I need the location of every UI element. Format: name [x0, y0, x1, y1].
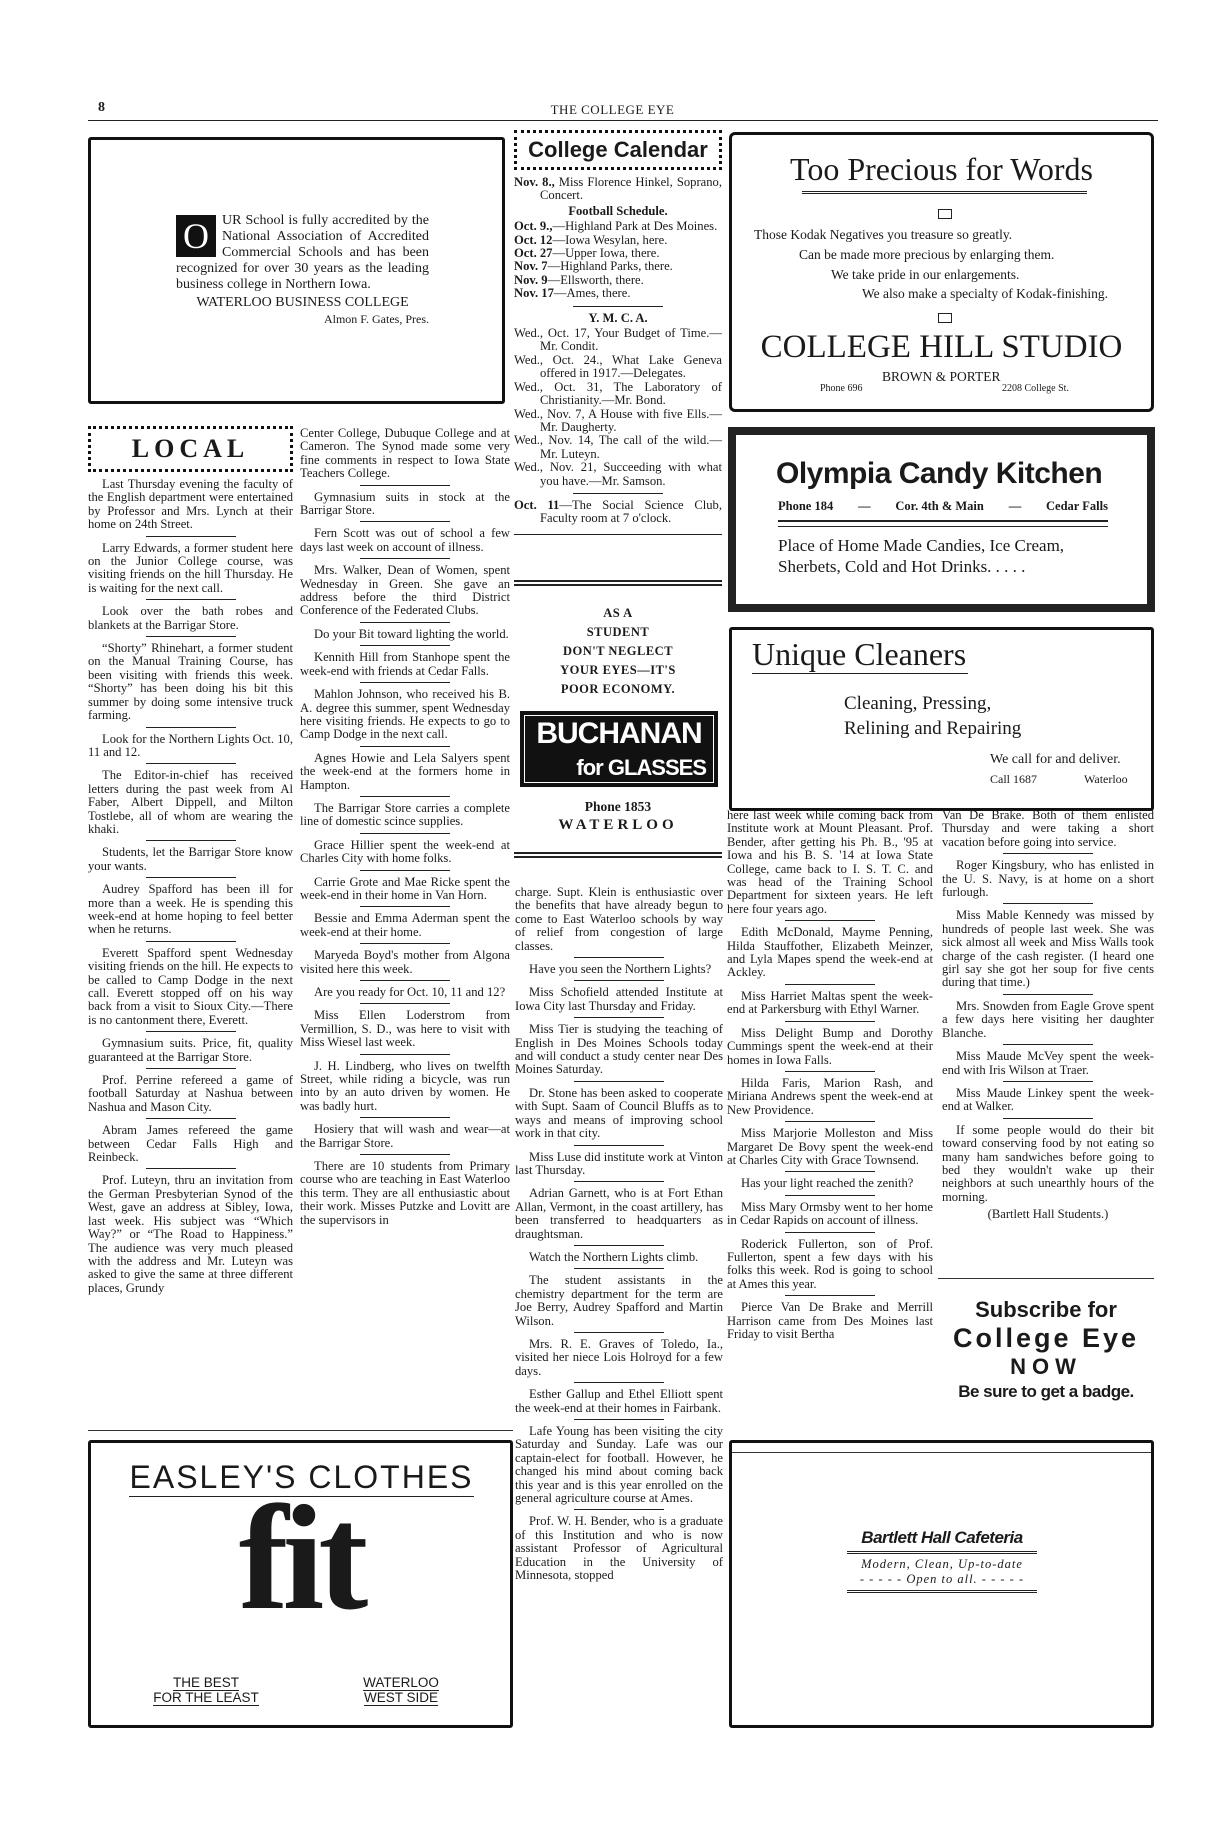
college-hill-studio-ad [729, 132, 1154, 412]
studio-phone: Phone 696 [820, 383, 863, 394]
calendar-event: —The Social Science Club, Faculty room at 7 o'clock. [540, 497, 722, 526]
divider [574, 1145, 664, 1146]
olympia-phone: Phone 184 [778, 499, 834, 513]
calendar-date: Oct. 9., [514, 219, 553, 234]
news-item: Pierce Van De Brake and Merrill Harrison came from Des Moines last Friday to visit Bertha [727, 1300, 933, 1341]
signature: Almon F. Gates, Pres. [323, 312, 429, 326]
brand-subtitle: for GLASSES [576, 755, 706, 780]
news-item: Miss Delight Bump and Dorothy Cummings spent the week-end at their homes in Iowa Falls. [727, 1025, 933, 1067]
news-item: Miss Ellen Loderstrom from Vermillion, S. D., was here to visit with Miss Wiesel last week. [300, 1008, 510, 1050]
news-item: Hilda Faris, Marion Rash, and Miriana Andrews spent the week-end at New Providence. [727, 1075, 933, 1117]
ad-line: Those Kodak Negatives you treasure so greatly. [754, 227, 1013, 242]
ymca-heading: Y. M. C. A. [588, 310, 648, 325]
local-column-4 [727, 809, 933, 1345]
calendar-date: Nov. 9 [514, 272, 548, 287]
news-item: Miss Luse did institute work at Vinton last Thursday. [515, 1149, 723, 1177]
olympia-candy-kitchen-ad: Olympia Candy Kitchen Phone 184 — Cor. 4th & Main — Cedar Falls Place of Home Made Candies, Ice Cream, Sherbets, Cold and Hot Drinks. . . . . [729, 428, 1154, 611]
local-column-5 [942, 809, 1154, 1222]
ad-line: POOR ECONOMY. [560, 682, 676, 696]
divider [785, 1195, 875, 1196]
divider [146, 877, 236, 878]
divider [360, 682, 450, 683]
divider [574, 1017, 664, 1018]
news-item: Bessie and Emma Aderman spent the week-end at their home. [300, 911, 510, 939]
news-item: Mahlon Johnson, who received his B. A. degree this summer, spent Wednesday here visiting friends. He expects to go to Camp Dodge in the next call. [300, 687, 510, 742]
drop-cap-o: O [176, 215, 216, 257]
divider [146, 1168, 236, 1169]
football-game [514, 260, 722, 273]
news-item: Esther Gallup and Ethel Elliott spent the week-end at their homes in Fairbank. [515, 1387, 723, 1415]
news-item: Miss Mable Kennedy was missed by hundreds of people last week. She was sick almost all week and Miss Walls took charge of the cash register. (I heard one girl say she got her soup for five cents during that time.) [942, 908, 1154, 990]
divider [574, 980, 664, 981]
signoff: (Bartlett Hall Students.) [987, 1207, 1109, 1222]
news-item: Miss Marjorie Molleston and Miss Margaret De Bovy spent the week-end at Charles City with Grace Townsend. [727, 1126, 933, 1167]
ad-line: AS A [603, 606, 633, 620]
news-item: The Barrigar Store carries a complete line of domestic scince supplies. [300, 800, 510, 829]
page-number: 8 [98, 100, 105, 115]
divider [785, 1171, 875, 1172]
divider [360, 1003, 450, 1004]
divider [146, 1118, 236, 1119]
news-item: Kennith Hill from Stanhope spent the week-end with friends at Cedar Falls. [300, 650, 510, 678]
subscribe-line: NOW [1010, 1354, 1082, 1379]
news-item: Larry Edwards, a former student here on the Junior College course, was visiting friends on the hill Thursday. He is waiting for the next call. [88, 540, 293, 595]
news-item: Prof. Luteyn, thru an invitation from the German Presbyterian Synod of the West, gave an address at Sibley, Iowa, last week. His subject was “Which Way?” or “The Road to Happiness.” The audience was very much pleased with the address and Mr. Luteyn was asked to give the same at three different places, Grundy [88, 1173, 293, 1295]
calendar-date: Oct. 27 [514, 246, 553, 261]
divider [360, 1117, 450, 1118]
news-item: Miss Maude Linkey spent the week-end at Walker. [942, 1085, 1154, 1114]
news-item: Audrey Spafford has been ill for more than a week. He is spending this week-end at home hoping to feel better when he returns. [88, 882, 293, 937]
studio-owners: BROWN & PORTER [882, 369, 1001, 384]
buchanan-city: WATERLOO [558, 817, 678, 833]
cleaners-phone: Call 1687 [990, 772, 1037, 786]
news-item: Miss Mary Ormsby went to her home in Cedar Rapids on account of illness. [727, 1199, 933, 1228]
college-name: WATERLOO BUSINESS COLLEGE [196, 295, 409, 310]
news-item: There are 10 students from Primary course who are teaching in East Waterloo this term. They are all enthusiastic about their work. Misses Putzke and Lovitt are the supervisors in [300, 1159, 510, 1227]
news-item: Miss Schofield attended Institute at Iowa City last Thursday and Friday. [515, 985, 723, 1013]
local-column-1 [88, 426, 293, 1299]
news-item: Prof. W. H. Bender, who is a graduate of this Institution and who is now assistant Professor of Agricultural Education in the University of Minnesota, stopped [515, 1514, 723, 1583]
calendar-date: Nov. 7 [514, 259, 548, 274]
ymca-event: Wed., Oct. 31, The Laboratory of Christianity.—Mr. Bond. [514, 379, 722, 408]
divider [785, 984, 875, 985]
news-item: Agnes Howie and Lela Salyers spent the week-end at the formers home in Hampton. [300, 750, 510, 792]
news-item: Students, let the Barrigar Store know your wants. [88, 845, 293, 873]
calendar-event: —Highland Parks, there. [547, 259, 673, 274]
olympia-description: Place of Home Made Candies, Ice Cream, Sherbets, Cold and Hot Drinks. . . . . [778, 536, 1065, 576]
news-item: Gymnasium suits. Price, fit, quality guaranteed at the Barrigar Store. [88, 1036, 293, 1064]
news-item: Adrian Garnett, who is at Fort Ethan Allan, Vermont, in the coast artillery, has been transferred to headquarters as draughtsman. [515, 1186, 723, 1241]
divider [360, 485, 450, 486]
news-item: Miss Harriet Maltas spent the week-end at Parkersburg with Ethyl Warner. [727, 988, 933, 1017]
separator-icon [938, 313, 952, 323]
ad-line: Can be made more precious by enlarging them. [799, 247, 1055, 262]
news-item: J. H. Lindberg, who lives on twelfth Street, while riding a bicycle, was run into by an auto driven by women. He was badly hurt. [300, 1058, 510, 1113]
divider [785, 1121, 875, 1122]
news-item: Watch the Northern Lights climb. [529, 1249, 699, 1264]
subscribe-ad [938, 1278, 1154, 1449]
divider [360, 906, 450, 907]
calendar-event: —Ellsworth, there. [547, 272, 644, 287]
calendar-date: Oct. 12 [514, 232, 553, 247]
divider [146, 840, 236, 841]
calendar-event: —Iowa Wesylan, here. [552, 232, 668, 247]
news-item: Are you ready for Oct. 10, 11 and 12? [314, 985, 506, 999]
separator-icon [938, 209, 952, 219]
buchanan-logo [520, 711, 718, 787]
brand-name: BUCHANAN [536, 717, 702, 750]
ymca-event: Wed., Nov. 14, The call of the wild.—Mr. Luteyn. [514, 433, 722, 461]
news-item: Gymnasium suits in stock at the Barrigar Store. [300, 489, 510, 518]
ymca-event: Wed., Nov. 21, Succeeding with what you have.—Mr. Samson. [514, 460, 722, 488]
fit-logo: fit [238, 1475, 363, 1641]
divider [146, 941, 236, 942]
news-item: Mrs. Snowden from Eagle Grove spent a few days here visiting her daughter Blanche. [942, 998, 1154, 1040]
calendar-event: —Ames, there. [553, 286, 631, 301]
ymca-event: Wed., Nov. 7, A House with five Ells.—Mr. Daugherty. [514, 406, 722, 434]
divider [360, 980, 450, 981]
calendar-event: —Upper Iowa, there. [552, 246, 660, 261]
divider [146, 1031, 236, 1032]
football-game [514, 247, 722, 260]
news-item: Look for the Northern Lights Oct. 10, 11 and 12. [88, 731, 293, 759]
ad-line: YOUR EYES—IT'S [560, 663, 676, 677]
divider [360, 870, 450, 871]
ad-line: We also make a specialty of Kodak-finishing. [862, 286, 1108, 301]
divider [146, 763, 236, 764]
news-item: Prof. Perrine refereed a game of football Saturday at Nashua between Nashua and Mason City. [88, 1073, 293, 1114]
ad-line: DON'T NEGLECT [562, 644, 674, 658]
divider [785, 1071, 875, 1072]
divider [360, 746, 450, 747]
ad-headline: EASLEY'S CLOTHES [129, 1459, 474, 1495]
local-column-2 [300, 427, 510, 1231]
football-heading: Football Schedule. [568, 203, 668, 218]
news-item: Maryeda Boyd's mother from Algona visited here this week. [300, 948, 510, 976]
divider [360, 1054, 450, 1055]
ymca-event: Wed., Oct. 24., What Lake Geneva offered in 1917.—Delegates. [514, 352, 722, 381]
calendar-date: Oct. 11 [514, 497, 560, 512]
calendar-event: Miss Florence Hinkel, Soprano, Concert. [540, 175, 722, 203]
waterloo-business-college-ad [88, 137, 505, 404]
news-item: Center College, Dubuque College and at Cameron. The Synod made some very fine comments in respect to Iowa State Teachers College. [300, 426, 510, 481]
olympia-city: Cedar Falls [1046, 499, 1108, 513]
location-line: WEST SIDE [363, 1690, 438, 1705]
buchanan-phone: Phone 1853 [584, 799, 652, 814]
divider [360, 1154, 450, 1155]
news-item: The student assistants in the chemistry department for the term are Joe Berry, Audrey Spafford and Martin Wilson. [515, 1273, 723, 1328]
news-item: Miss Maude McVey spent the week-end with Iris Wilson at Traer. [942, 1049, 1154, 1077]
news-item: Mrs. Walker, Dean of Women, spent Wednesday in Green. She gave an address before the third District Conference of the Federated Clubs. [300, 563, 510, 618]
news-item: Roderick Fullerton, son of Prof. Fullerton, spent a few days with his folks this week. Rod is going to school at Ames this year. [727, 1236, 933, 1291]
news-item: Miss Tier is studying the teaching of English in Des Moines Schools today and will conduct a study center near Des Moines Saturday. [515, 1022, 723, 1077]
studio-address: 2208 College St. [1002, 383, 1069, 394]
ad-line: We take pride in our enlargements. [831, 267, 1020, 282]
ad-line: - - - - - Open to all. - - - - - [859, 1572, 1025, 1586]
news-item: Have you seen the Northern Lights? [529, 962, 712, 977]
news-item: Carrie Grote and Mae Ricke spent the week-end in their home in Van Horn. [300, 874, 510, 902]
calendar-date: Nov. 17 [514, 286, 554, 301]
divider [785, 1232, 875, 1233]
divider [574, 1509, 664, 1510]
divider [146, 599, 236, 600]
calendar-title: College Calendar [514, 130, 722, 170]
ymca-event: Wed., Oct. 17, Your Budget of Time.—Mr. Condit. [514, 326, 722, 354]
divider [360, 521, 450, 522]
news-item: Van De Brake. Both of them enlisted Thursday and were taking a short vacation before going into service. [942, 808, 1154, 849]
divider [574, 957, 664, 958]
divider [146, 636, 236, 637]
buchanan-glasses-ad [514, 580, 722, 870]
olympia-corner: Cor. 4th & Main [895, 499, 984, 513]
divider [785, 920, 875, 921]
news-item: Fern Scott was out of school a few days last week on account of illness. [300, 526, 510, 554]
divider [1003, 853, 1093, 854]
ad-headline: Bartlett Hall Cafeteria [861, 1528, 1023, 1547]
news-item: Roger Kingsbury, who has enlisted in the U. S. Navy, is at home on a short furlough. [942, 858, 1154, 900]
slogan-line: THE BEST [172, 1675, 239, 1690]
news-item: Everett Spafford spent Wednesday visiting friends on the hill. He expects to be called to Camp Dodge in the next call. Everett stopped off on his way back from a visit to Sioux City.—There is no cantonment there, Everett. [88, 945, 293, 1027]
slogan-line: FOR THE LEAST [153, 1690, 259, 1705]
studio-name: COLLEGE HILL STUDIO [760, 329, 1123, 365]
news-item: Has your light reached the zenith? [741, 1176, 914, 1191]
divider [360, 796, 450, 797]
subscribe-line: Subscribe for [975, 1297, 1117, 1322]
location-line: WATERLOO [363, 1675, 439, 1690]
news-item: Abram James refereed the game between Cedar Falls High and Reinbeck. [88, 1123, 293, 1165]
football-game [514, 274, 722, 287]
local-title: LOCAL [88, 426, 293, 472]
divider [146, 727, 236, 728]
subscribe-line: College Eye [952, 1323, 1140, 1353]
cleaners-city: Waterloo [1084, 772, 1128, 786]
news-item: Edith McDonald, Mayme Penning, Hilda Stauffother, Elizabeth Meinzer, and Lyla Mapes spend the week-end at Ackley. [727, 925, 933, 980]
news-item: here last week while coming back from Institute work at Mount Pleasant. Prof. Bender, after getting his Ph. B., '95 at Iowa and his B. S. '14 at Iowa State College, came back to I. S. T. C. and was head of the Training School Department for sixteen years. He left here four years ago. [727, 808, 933, 916]
divider [574, 1181, 664, 1182]
masthead: THE COLLEGE EYE [550, 102, 675, 117]
college-calendar [514, 130, 722, 535]
news-item: Grace Hillier spent the week-end at Charles City with home folks. [300, 837, 510, 866]
local-column-3 [515, 886, 723, 1586]
divider [574, 1332, 664, 1333]
ad-headline: Olympia Candy Kitchen [776, 457, 1103, 490]
ad-headline: Too Precious for Words [790, 151, 1093, 187]
news-item: The Editor-in-chief has received letters during the past week from Al Faber, Albert Dippell, and Milton Tostlebe, all of whom are wearing the khaki. [88, 768, 293, 836]
divider [360, 558, 450, 559]
bartlett-hall-cafeteria-ad [729, 1440, 1154, 1728]
football-game [514, 220, 722, 233]
ad-line: STUDENT [586, 625, 650, 639]
divider [1003, 994, 1093, 995]
divider [785, 1295, 875, 1296]
news-item: Lafe Young has been visiting the city Saturday and Sunday. Lafe was our captain-elect for football. However, he changed his mind about coming back this year and is this year enrolled on the general agriculture course at Ames. [515, 1424, 723, 1506]
divider [146, 1068, 236, 1069]
divider [574, 1382, 664, 1383]
news-item: Dr. Stone has been asked to cooperate with Supt. Saam of Council Bluffs as to ways and means of improving school work in that city. [515, 1085, 723, 1141]
football-game [514, 234, 722, 247]
divider [785, 1021, 875, 1022]
news-item: Hosiery that will wash and wear—at the Barrigar Store. [300, 1122, 510, 1150]
calendar-date: Nov. 8., [514, 175, 555, 189]
divider [574, 1268, 664, 1269]
news-item: Last Thursday evening the faculty of the English department were entertained by Professor and Mrs. Lynch at their home on 24th Street. [88, 477, 293, 532]
delivery-note: We call for and deliver. [990, 752, 1121, 767]
news-item: “Shorty” Rhinehart, a former student on the Manual Training Course, has been visiting with friends this week. “Shorty” has been doing his bit this summer by doing some intensive truck farming. [88, 641, 293, 723]
divider [360, 833, 450, 834]
news-item: charge. Supt. Klein is enthusiastic over the benefits that have already begun to come to East Waterloo schools by way of relief from congestion of large classes. [515, 885, 723, 953]
divider [574, 1419, 664, 1420]
unique-cleaners-ad [729, 627, 1154, 811]
divider [360, 622, 450, 623]
news-item: Look over the bath robes and blankets at the Barrigar Store. [88, 604, 293, 632]
divider [360, 943, 450, 944]
divider [1003, 1118, 1093, 1119]
divider [1003, 903, 1093, 904]
divider [574, 1245, 664, 1246]
news-item: Mrs. R. E. Graves of Toledo, Ia., visited her niece Lois Holroyd for a few days. [515, 1336, 723, 1378]
ad-body: UR School is fully accredited by the National Association of Accredited Commercial Schools and has been recognized for over 30 years as the leading business college in Northern Iowa. [176, 213, 429, 292]
top-rule [88, 120, 1158, 121]
football-game [514, 287, 722, 300]
ad-line: Modern, Clean, Up-to-date [861, 1557, 1023, 1571]
subscribe-line: Be sure to get a badge. [958, 1382, 1134, 1401]
divider [146, 536, 236, 537]
calendar-event: —Highland Park at Des Moines. [552, 219, 718, 234]
divider [1003, 1081, 1093, 1082]
ad-headline: Unique Cleaners [752, 636, 967, 672]
divider [360, 645, 450, 646]
divider [1003, 1044, 1093, 1045]
services-line: Cleaning, Pressing, [844, 693, 992, 714]
news-item: If some people would do their bit toward conserving food by not eating so many ham sandwiches before going to bed they wouldn't wake up their neighbors at such unearthly hours of the morning. [942, 1122, 1154, 1204]
news-item: Do your Bit toward lighting the world. [314, 626, 509, 641]
services-line: Relining and Repairing [844, 718, 1022, 739]
easleys-clothes-ad [88, 1440, 513, 1728]
divider [574, 1081, 664, 1082]
